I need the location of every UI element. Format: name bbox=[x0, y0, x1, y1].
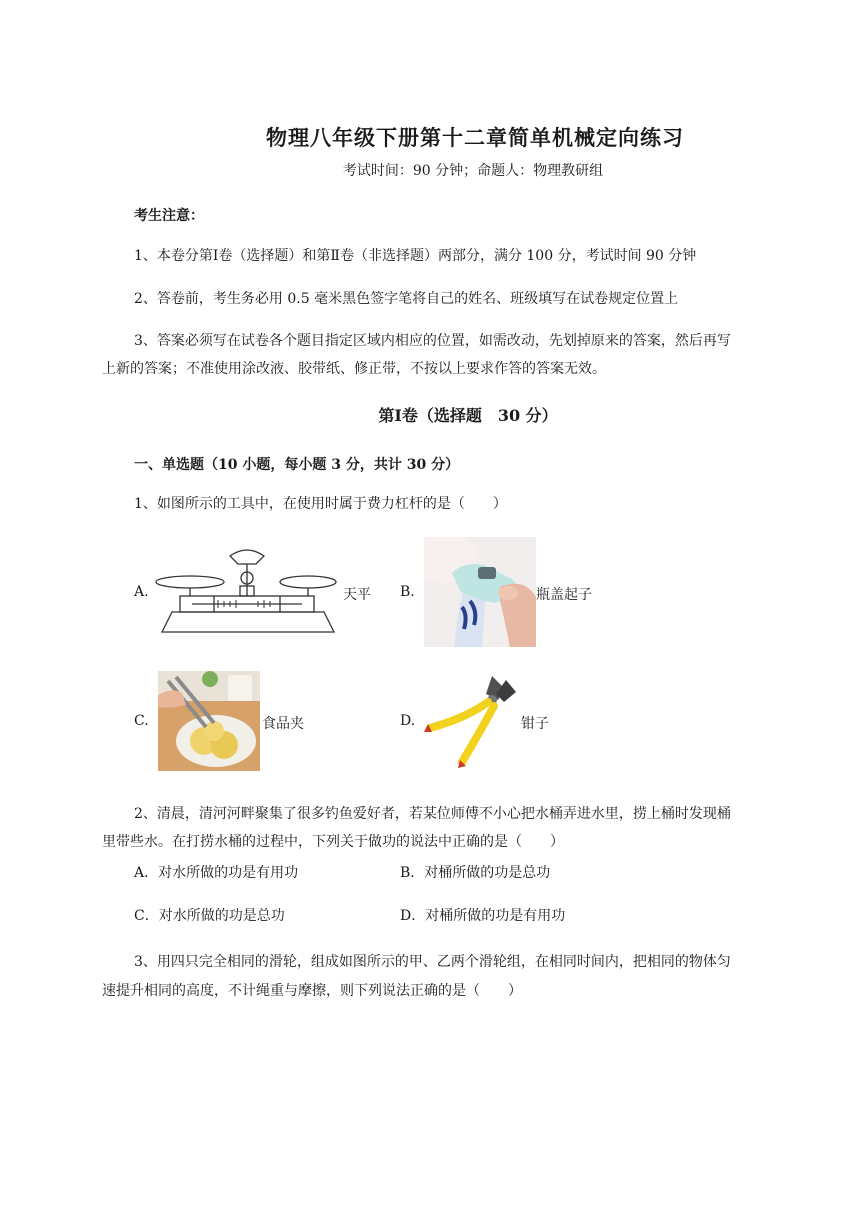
part-heading: 一、单选题（10 小题，每小题 3 分，共计 30 分） bbox=[134, 457, 460, 473]
question-1-stem: 1、如图所示的工具中，在使用时属于费力杠杆的是（ ） bbox=[134, 496, 507, 512]
q1-option-b-label: 瓶盖起子 bbox=[536, 587, 592, 603]
question-3-stem-cont: 速提升相同的高度，不计绳重与摩擦，则下列说法正确的是（ ） bbox=[102, 983, 522, 999]
balance-scale-image bbox=[152, 546, 342, 634]
exam-info: 考试时间：90 分钟；命题人：物理教研组 bbox=[342, 163, 604, 179]
q1-option-a-letter: A. bbox=[134, 584, 149, 600]
q2-option-d: D．对桶所做的功是有用功 bbox=[400, 908, 566, 924]
bottle-opener-image bbox=[424, 537, 536, 647]
notice-item-3: 3、答案必须写在试卷各个题目指定区域内相应的位置，如需改动，先划掉原来的答案，然后再写 bbox=[134, 333, 731, 349]
section-title: 第Ⅰ卷（选择题 30 分） bbox=[378, 406, 558, 425]
food-tongs-image bbox=[158, 671, 260, 771]
q1-option-b-letter: B. bbox=[400, 584, 415, 600]
q1-option-c-label: 食品夹 bbox=[262, 716, 304, 732]
question-3-stem: 3、用四只完全相同的滑轮，组成如图所示的甲、乙两个滑轮组，在相同时间内，把相同的物体匀 bbox=[134, 954, 731, 970]
q1-option-d-letter: D. bbox=[400, 713, 416, 729]
notice-heading: 考生注意： bbox=[134, 208, 204, 224]
question-2-stem: 2、清晨，清河河畔聚集了很多钓鱼爱好者，若某位师傅不小心把水桶弄进水里，捞上桶时发现桶 bbox=[134, 806, 731, 822]
notice-item-3-cont: 上新的答案；不准使用涂改液、胶带纸、修正带，不按以上要求作答的答案无效。 bbox=[102, 361, 606, 377]
notice-item-2: 2、答卷前，考生务必用 0.5 毫米黑色签字笔将自己的姓名、班级填写在试卷规定位置上 bbox=[134, 291, 679, 307]
q2-option-a: A．对水所做的功是有用功 bbox=[134, 865, 299, 881]
q1-option-d-label: 钳子 bbox=[521, 716, 549, 732]
q2-option-c: C．对水所做的功是总功 bbox=[134, 908, 285, 924]
page-title: 物理八年级下册第十二章简单机械定向练习 bbox=[266, 125, 684, 150]
notice-item-1: 1、本卷分第Ⅰ卷（选择题）和第Ⅱ卷（非选择题）两部分，满分 100 分，考试时间 90 分钟 bbox=[134, 248, 697, 264]
q1-option-c-letter: C. bbox=[134, 713, 149, 729]
q1-option-a-label: 天平 bbox=[343, 587, 371, 603]
question-2-stem-cont: 里带些水。在打捞水桶的过程中，下列关于做功的说法中正确的是（ ） bbox=[102, 834, 564, 850]
q2-option-b: B．对桶所做的功是总功 bbox=[400, 865, 551, 881]
pliers-image bbox=[422, 672, 518, 768]
